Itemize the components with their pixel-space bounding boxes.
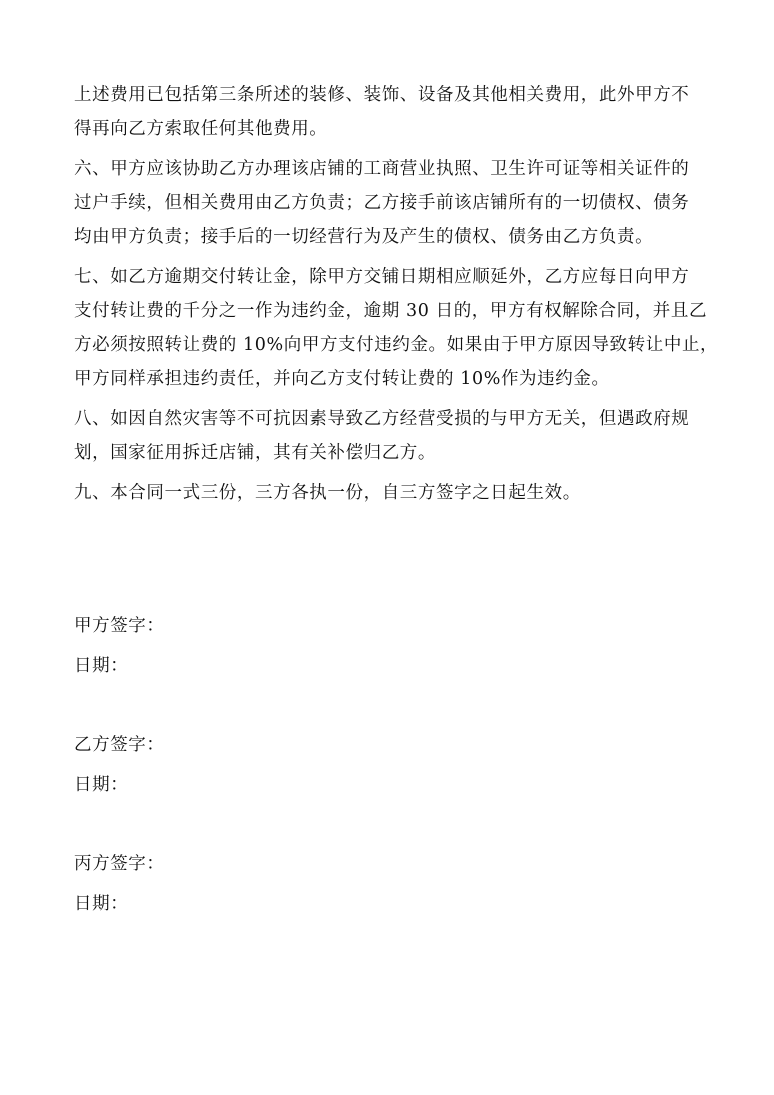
text-line: 得再向乙方索取任何其他费用。	[74, 119, 328, 139]
text-line: 甲方同样承担违约责任，并向乙方支付转让费的 10%作为违约金。	[74, 369, 610, 389]
text-line: 六、甲方应该协助乙方办理该店铺的工商营业执照、卫生许可证等相关证件的	[74, 159, 690, 179]
signature-section	[74, 606, 706, 963]
text-line: 九、本合同一式三份，三方各执一份，自三方签字之日起生效。	[74, 483, 581, 503]
party-b-date-label: 日期：	[74, 775, 129, 795]
paragraph-fees-included	[74, 78, 706, 146]
paragraph-clause-7	[74, 260, 719, 396]
text-line: 七、如乙方逾期交付转让金，除甲方交铺日期相应顺延外，乙方应每日向甲方	[74, 267, 690, 287]
party-b-signature-block	[74, 725, 706, 805]
text-line: 上述费用已包括第三条所述的装修、装饰、设备及其他相关费用，此外甲方不	[74, 85, 690, 105]
party-a-signature-block	[74, 606, 706, 686]
text-line: 均由甲方负责；接手后的一切经营行为及产生的债权、债务由乙方负责。	[74, 227, 654, 247]
text-line: 支付转让费的千分之一作为违约金，逾期 30 日的，甲方有权解除合同，并且乙	[74, 301, 708, 321]
text-line: 划，国家征用拆迁店铺，其有关补偿归乙方。	[74, 443, 436, 463]
text-line: 方必须按照转让费的 10%向甲方支付违约金。如果由于甲方原因导致转让中止，	[74, 335, 719, 355]
paragraph-clause-8	[74, 402, 706, 470]
text-line: 八、如因自然灾害等不可抗因素导致乙方经营受损的与甲方无关，但遇政府规	[74, 409, 690, 429]
party-a-date-label: 日期：	[74, 656, 129, 676]
paragraph-clause-6	[74, 152, 706, 254]
party-c-signature-block	[74, 844, 706, 924]
contract-body	[74, 78, 719, 516]
party-c-date-label: 日期：	[74, 894, 129, 914]
party-a-signature-label: 甲方签字：	[74, 616, 165, 636]
text-line: 过户手续，但相关费用由乙方负责；乙方接手前该店铺所有的一切债权、债务	[74, 193, 690, 213]
party-c-signature-label: 丙方签字：	[74, 854, 165, 874]
party-b-signature-label: 乙方签字：	[74, 735, 165, 755]
paragraph-clause-9	[74, 476, 706, 510]
